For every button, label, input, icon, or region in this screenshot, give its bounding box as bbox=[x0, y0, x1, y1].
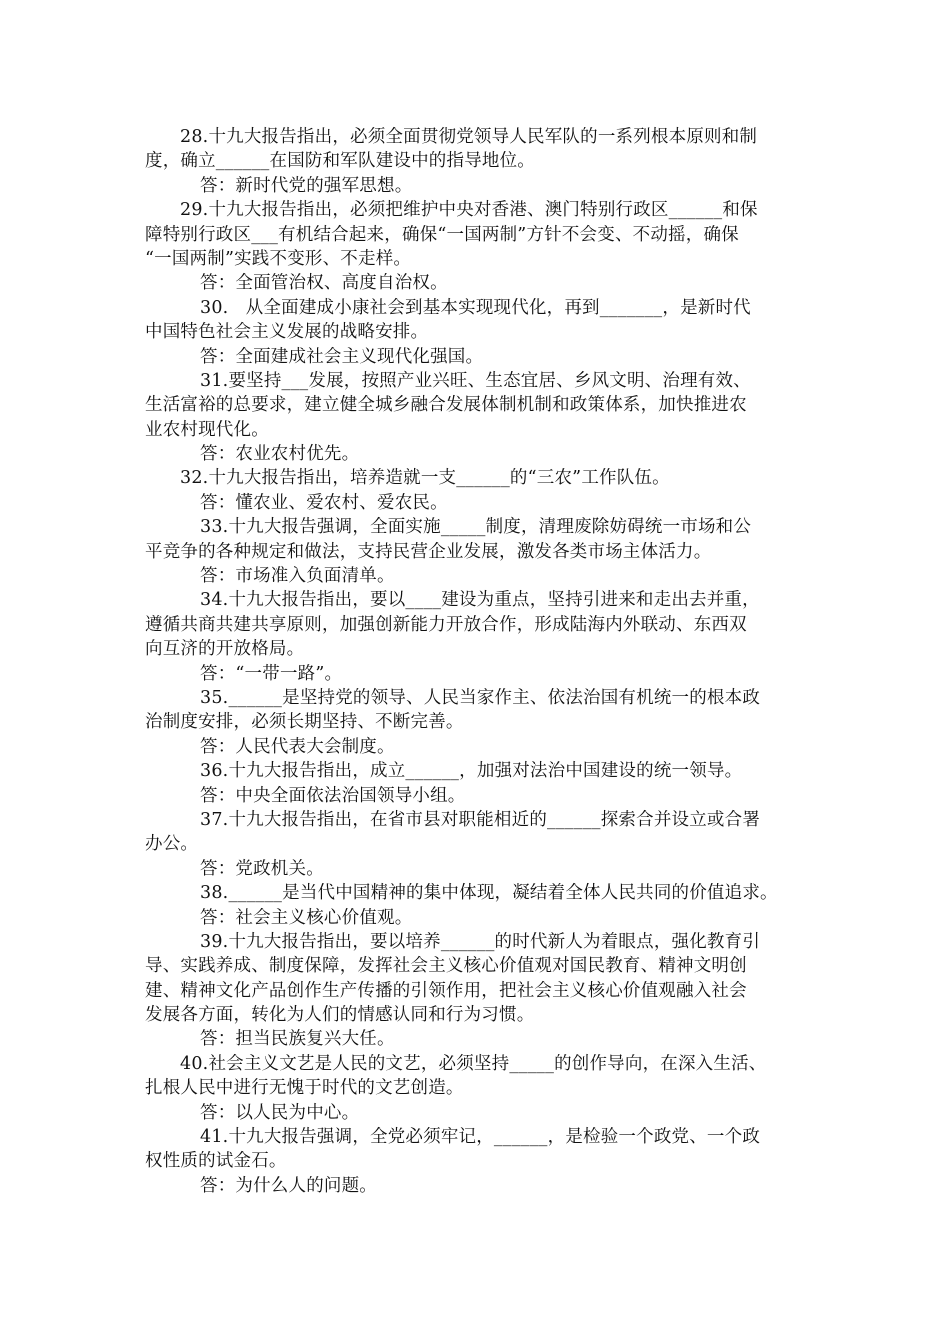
question-number: 29. bbox=[180, 200, 209, 221]
question-number: 33. bbox=[200, 517, 229, 538]
question-number: 35. bbox=[200, 687, 229, 708]
question-line: 39.十九大报告指出，要以培养______的时代新人为着眼点，强化教育引 bbox=[200, 931, 761, 952]
answer-line: 答：人民代表大会制度。 bbox=[200, 736, 395, 757]
answer-line: 答：“一带一路”。 bbox=[200, 663, 343, 684]
question-number: 40. bbox=[180, 1053, 209, 1074]
question-number: 37. bbox=[200, 809, 229, 830]
question-number: 34. bbox=[200, 590, 229, 611]
question-item bbox=[145, 515, 825, 588]
question-item bbox=[145, 759, 825, 808]
answer-line: 答：农业农村优先。 bbox=[200, 444, 360, 465]
question-line: 中国特色社会主义发展的战略安排。 bbox=[145, 322, 429, 343]
question-line: 41.十九大报告强调，全党必须牢记，______，是检验一个政党、一个政 bbox=[200, 1127, 761, 1148]
document-body bbox=[145, 125, 825, 1198]
question-line: 生活富裕的总要求，建立健全城乡融合发展体制机制和政策体系，加快推进农 bbox=[145, 395, 747, 416]
question-line: “一国两制”实践不变形、不走样。 bbox=[145, 248, 412, 269]
question-item bbox=[145, 369, 825, 467]
question-number: 38. bbox=[200, 883, 229, 904]
question-line: 37.十九大报告指出，在省市县对职能相近的______探索合并设立或合署 bbox=[200, 809, 761, 830]
question-line: 35.______是坚持党的领导、人民当家作主、依法治国有机统一的根本政 bbox=[200, 687, 761, 708]
question-number: 30. bbox=[200, 297, 229, 318]
question-line: 32.十九大报告指出，培养造就一支______的“三农”工作队伍。 bbox=[180, 468, 670, 489]
question-line: 向互济的开放格局。 bbox=[145, 639, 305, 660]
answer-line: 答：担当民族复兴大任。 bbox=[200, 1029, 395, 1050]
question-line: 33.十九大报告强调，全面实施_____制度，清理废除妨碍统一市场和公 bbox=[200, 517, 752, 538]
answer-line: 答：全面管治权、高度自治权。 bbox=[200, 273, 448, 294]
question-item bbox=[145, 808, 825, 881]
question-item bbox=[145, 930, 825, 1052]
question-line: 34.十九大报告指出，要以____建设为重点，坚持引进来和走出去并重， bbox=[200, 590, 760, 611]
question-item bbox=[145, 296, 825, 369]
question-number: 31. bbox=[200, 370, 229, 391]
answer-line: 答：党政机关。 bbox=[200, 858, 324, 879]
question-item bbox=[145, 881, 825, 930]
question-line: 36.十九大报告指出，成立______，加强对法治中国建设的统一领导。 bbox=[200, 761, 743, 782]
question-number: 36. bbox=[200, 761, 229, 782]
answer-line: 答：以人民为中心。 bbox=[200, 1102, 360, 1123]
question-number: 41. bbox=[200, 1127, 229, 1148]
question-item bbox=[145, 198, 825, 296]
question-line: 28.十九大报告指出，必须全面贯彻党领导人民军队的一系列根本原则和制 bbox=[180, 127, 758, 147]
question-line: 建、精神文化产品创作生产传播的引领作用，把社会主义核心价值观融入社会 bbox=[145, 980, 747, 1001]
question-line: 29.十九大报告指出，必须把维护中央对香港、澳门特别行政区______和保 bbox=[180, 200, 758, 221]
question-item bbox=[145, 588, 825, 686]
question-line: 38.______是当代中国精神的集中体现，凝结着全体人民共同的价值追求。 bbox=[200, 883, 778, 904]
question-line: 遵循共商共建共享原则，加强创新能力开放合作，形成陆海内外联动、东西双 bbox=[145, 614, 747, 635]
question-item bbox=[145, 466, 825, 515]
question-item bbox=[145, 125, 825, 198]
question-line: 发展各方面，转化为人们的情感认同和行为习惯。 bbox=[145, 1005, 535, 1026]
answer-line: 答：为什么人的问题。 bbox=[200, 1175, 377, 1196]
question-line: 业农村现代化。 bbox=[145, 419, 269, 440]
question-number: 28. bbox=[180, 127, 209, 147]
question-line: 导、实践养成、制度保障，发挥社会主义核心价值观对国民教育、精神文明创 bbox=[145, 956, 747, 977]
question-line: 扎根人民中进行无愧于时代的文艺创造。 bbox=[145, 1078, 464, 1099]
answer-line: 答：全面建成社会主义现代化强国。 bbox=[200, 346, 484, 367]
question-item bbox=[145, 1125, 825, 1198]
question-line: 治制度安排，必须长期坚持、不断完善。 bbox=[145, 712, 464, 733]
question-number: 32. bbox=[180, 468, 209, 489]
question-line: 40.社会主义文艺是人民的文艺，必须坚持_____的创作导向，在深入生活、 bbox=[180, 1053, 767, 1074]
question-line: 办公。 bbox=[145, 834, 199, 855]
question-line: 权性质的试金石。 bbox=[145, 1151, 287, 1172]
question-line: 30. 从全面建成小康社会到基本实现现代化，再到_______，是新时代 bbox=[200, 297, 751, 318]
answer-line: 答：中央全面依法治国领导小组。 bbox=[200, 785, 466, 806]
question-number: 39. bbox=[200, 931, 229, 952]
question-item bbox=[145, 686, 825, 759]
question-line: 平竞争的各种规定和做法，支持民营企业发展，激发各类市场主体活力。 bbox=[145, 541, 712, 562]
answer-line: 答：新时代党的强军思想。 bbox=[200, 175, 413, 196]
answer-line: 答：市场准入负面清单。 bbox=[200, 566, 395, 587]
question-line: 障特别行政区___有机结合起来，确保“一国两制”方针不会变、不动摇，确保 bbox=[145, 224, 739, 245]
answer-line: 答：社会主义核心价值观。 bbox=[200, 907, 413, 928]
answer-line: 答：懂农业、爱农村、爱农民。 bbox=[200, 492, 448, 513]
question-line: 31.要坚持___发展，按照产业兴旺、生态宜居、乡风文明、治理有效、 bbox=[200, 370, 751, 391]
question-item bbox=[145, 1052, 825, 1125]
question-line: 度，确立______在国防和军队建设中的指导地位。 bbox=[145, 151, 535, 172]
